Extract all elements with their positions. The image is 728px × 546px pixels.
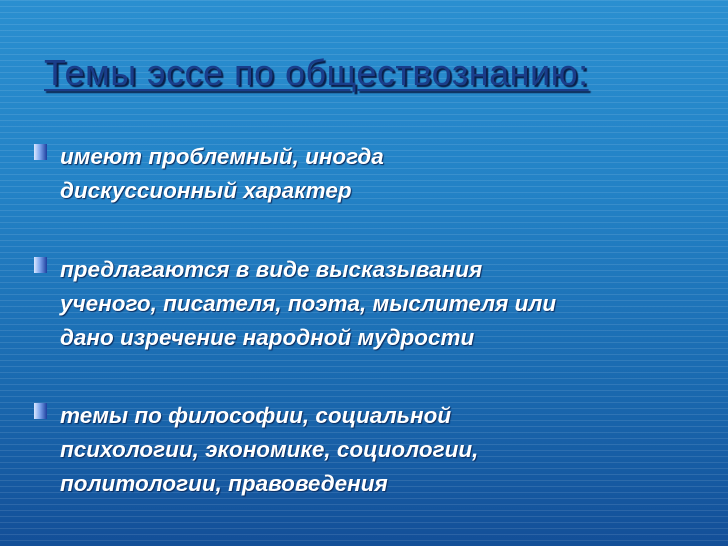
bullet-line: имеют проблемный, иногда	[60, 144, 384, 169]
bullet-line: темы по философии, социальной	[60, 403, 452, 428]
bullet-line: ученого, писателя, поэта, мыслителя или	[60, 291, 557, 316]
slide-title: Темы эссе по обществознанию:	[44, 52, 589, 93]
bullet-line: психологии, экономике, социологии,	[60, 437, 479, 462]
bullet-line: политологии, правоведения	[60, 471, 388, 496]
bullet-list	[30, 140, 710, 541]
square-bullet-icon	[34, 257, 47, 273]
bullet-item	[30, 399, 710, 501]
square-bullet-icon	[34, 144, 47, 160]
bullet-line: дано изречение народной мудрости	[60, 325, 475, 350]
bullet-line: предлагаются в виде высказывания	[60, 257, 483, 282]
bullet-line: дискуссионный характер	[60, 178, 352, 203]
bullet-item	[30, 140, 710, 208]
square-bullet-icon	[34, 403, 47, 419]
bullet-item	[30, 253, 710, 355]
